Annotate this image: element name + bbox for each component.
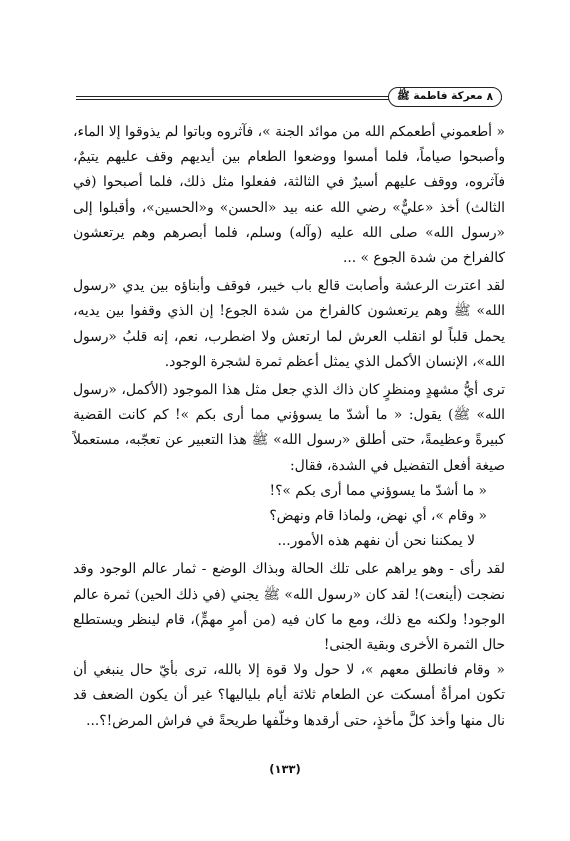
paragraph: « أطعموني أطعمكم الله من موائد الجنة »، فآثروه وباتوا لم يذوقوا إلا الماء، وأصبحوا صياماً، فلما أمسوا ووضعوا الطعام بين أيديهم وقف عليهم يتيمٌ، فآثروه، ووقف عليهم أسيرٌ في الثالثة، ففعلوا مثل ذلك، فلما أصبحوا (في الثالث) أخذ «عليٌّ» رضي الله عنه بيد «الحسن» و«الحسين»، وأقبلوا إلى «رسول الله» صلى الله عليه (وآله) وسلم، فلما أبصرهم وهم يرتعشون كالفراخ من شدة الجوع » ... [73,124,505,267]
quote-line: « ما أشدّ ما يسوؤني مما أرى بكم »؟! [269,482,487,499]
paragraph: « وقام فانطلق معهم »، لا حول ولا قوة إلا بالله، ترى بأيّ حال ينبغي أن تكون امرأةٌ أمسكت عن الطعام ثلاثة أيام بلياليها؟ غير أن يكون الضعف قد نال منها وأخذ كلَّ مأخذٍ، حتى أرقدها وخلّفها طريحةً في فراش المرض!؟... [73,662,505,729]
paragraph: لقد اعترت الرعشة وأصابت قالع باب خيبر، فوقف وأبناؤه بين يدي «رسول الله» ﷺ وهم يرتعشون كالفراخ من شدة الجوع! إن الذي وقفوا بين يديه، يحمل قلباً لو انقلب العرش لما ارتعش ولا اضطرب، نعم، إنه قلبُ «رسول الله»، الإنسان الأكمل الذي يمثل أعظم ثمرة لشجرة الوجود. [73,278,505,370]
body-text [73,120,505,734]
paragraph: لقد رأى - وهو يراهم على تلك الحالة وبذاك الوضع - ثمار عالم الوجود وقد نضجت (أينعت)! لقد كان «رسول الله» ﷺ يجني (في ذلك الحين) ثمرة عالم الوجود! ولكنه مع ذلك، ومع ما كان فيه (من أمرٍ مهمٍّ)، قام لينظر ويستطلع حال الثمرة الأخرى وبقية الجنى! [73,561,505,654]
page-number: (١٣٣) [269,762,301,776]
header-title: معركة فاطمة ﷺ [397,89,483,102]
header-page-number: ٨ [486,91,493,103]
header-title-box [388,87,502,107]
quote-line: لا يمكننا نحن أن نفهم هذه الأمور... [277,533,475,550]
paragraph: ترى أيُّ مشهدٍ ومنظرٍ كان ذاك الذي جعل مثل هذا الموجود (الأكمل، «رسول الله» ﷺ) يقول: « ما أشدّ ما يسوؤني مما أرى بكم »! كم كانت القضية كبيرةً وعظيمةً، حتى أطلق «رسول الله» ﷺ هذا التعبير عن تعجّبه، مستعملاً صيغة أفعل التفضيل في الشدة، فقال: [73,382,505,474]
quote-line: « وقام »، أي نهض، ولماذا قام ونهض؟ [269,508,487,525]
running-header [76,87,502,107]
